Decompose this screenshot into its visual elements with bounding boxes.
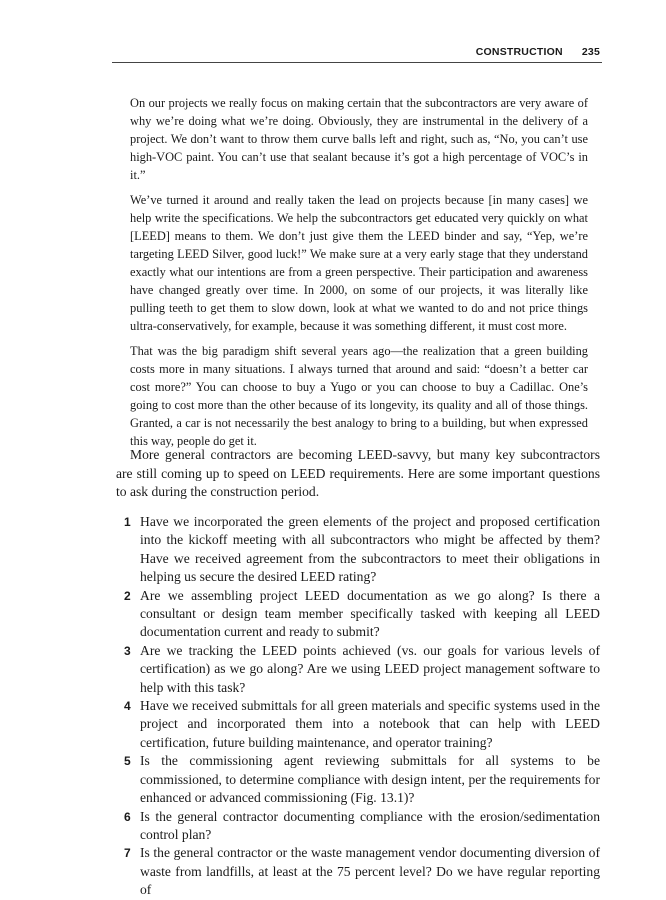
- item-number: 1: [124, 515, 131, 529]
- item-number: 6: [124, 809, 131, 824]
- question-list: [118, 513, 600, 900]
- item-text: Have we incorporated the green elements of the project and proposed certification into the kickoff meeting with all subcontractors who might be affected by them? Have we received agreement from the subcontractors to meet their obligations in helping us secure the desired LEED rating?: [140, 514, 600, 585]
- item-text: Are we tracking the LEED points achieved (vs. our goals for various levels of certification) as we go along? Are we using LEED project management software to help with this task?: [140, 642, 600, 695]
- list-item: [118, 697, 600, 752]
- quote-paragraph: On our projects we really focus on making certain that the subcontractors are very aware of why we’re doing what we’re doing. Obviously, they are instrumental in the delivery of a project. We don’t want to throw them curve balls left and right, such as, “No, you can’t use high-VOC paint. You can’t use that sealant because it’s got a high percentage of VOC’s in it.”: [130, 96, 588, 182]
- body-text: [116, 446, 600, 502]
- intro-paragraph: More general contractors are becoming LEED-savvy, but many key subcontractors are still coming up to speed on LEED requirements. Here are some important questions to ask during the construction period.: [116, 447, 600, 499]
- item-text: Is the general contractor or the waste management vendor documenting diversion of waste from landfills, at least at the 75 percent level? Do we have regular reporting of: [140, 845, 600, 898]
- running-header: [112, 46, 600, 62]
- list-item: [118, 752, 600, 807]
- list-item: [118, 844, 600, 899]
- item-text: Have we received submittals for all green materials and specific systems used in the project and incorporated them into a notebook that can help with LEED certification, future building maintenance, and operator training?: [140, 698, 600, 750]
- list-item: [118, 587, 600, 642]
- header-rule: [112, 62, 602, 63]
- item-number: 7: [124, 846, 131, 861]
- item-text: Is the commissioning agent reviewing submittals for all systems to be commissioned, to determine compliance with design intent, per the requirements for enhanced or advanced commissioning (Fig. 13.1)?: [140, 753, 600, 806]
- list-item: [118, 513, 600, 587]
- item-number: 4: [124, 699, 131, 714]
- list-item: [118, 642, 600, 697]
- item-number: 3: [124, 643, 131, 658]
- block-quote: [130, 94, 588, 457]
- list-item: [118, 808, 600, 845]
- item-number: 2: [124, 588, 131, 603]
- section-title: CONSTRUCTION: [475, 46, 563, 58]
- item-number: 5: [124, 754, 131, 769]
- quote-paragraph: We’ve turned it around and really taken the lead on projects because [in many cases] we help write the specifications. We help the subcontractors get educated very quickly on what [LEED] means to them. We don’t just give them the LEED binder and say, “Yep, we’re targeting LEED Silver, good luck!” We make sure at a very early stage that they understand exactly what our intentions are from a green perspective. Their participation and awareness have changed greatly over time. In 2000, on some of our projects, it was literally like pulling teeth to get them to slow down, look at what we wanted to do and not price things ultra-conservatively, for example, because it was something different, it must cost more.: [130, 193, 588, 333]
- quote-paragraph: That was the big paradigm shift several years ago—the realization that a green building costs more in many situations. I always turned that around and said: “doesn’t a better car cost more?” You can choose to buy a Yugo or you can choose to buy a Cadillac. One’s going to cost more than the other because of its longevity, its quality and all of those things. Granted, a car is not necessarily the best analogy to bring to a building, but when expressed this way, people do get it.: [130, 344, 588, 448]
- page-number: 235: [581, 46, 600, 58]
- item-text: Are we assembling project LEED documentation as we go along? Is there a consultant or design team member specifically tasked with keeping all LEED documentation current and ready to submit?: [140, 587, 600, 640]
- item-text: Is the general contractor documenting compliance with the erosion/sedimentation control plan?: [140, 808, 600, 842]
